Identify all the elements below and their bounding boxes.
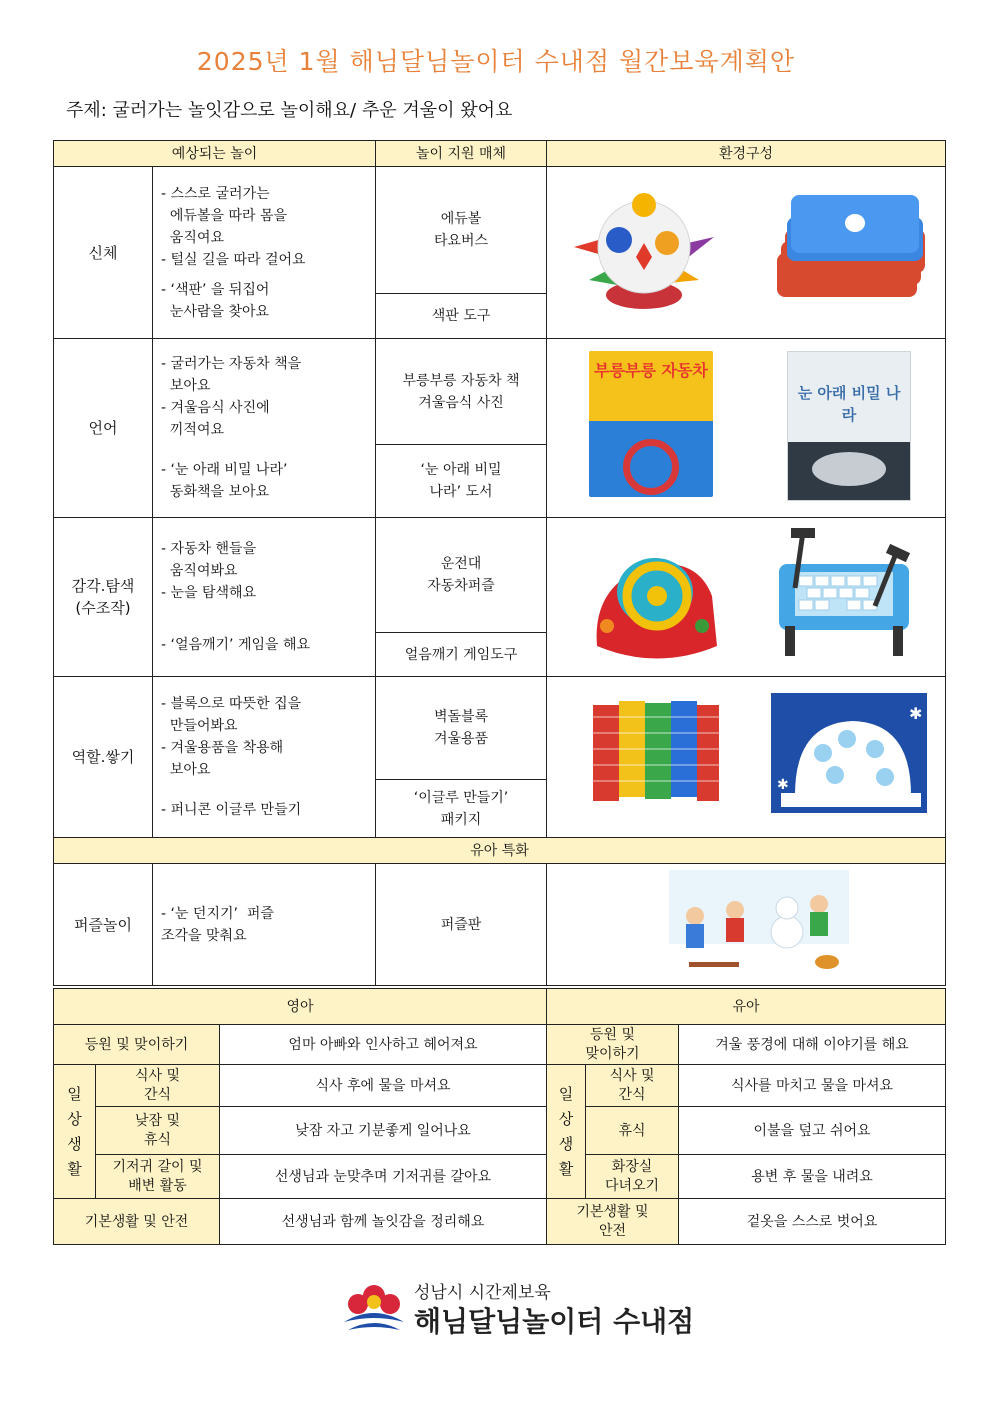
play-text: 만들어봐요 [161,718,238,734]
toddler-arrival: 겨울 풍경에 대해 이야기를 해요 [679,1025,946,1065]
svg-text:✱: ✱ [909,704,923,723]
category-language: 언어 [54,339,153,518]
category-role: 역할.쌓기 [54,677,153,838]
media-role-2 [376,780,547,838]
label-text: 식사 및 [609,1067,655,1084]
play-text: - 털실 길을 따라 걸어요 [161,251,306,268]
infant-arrival: 엄마 아빠와 인사하고 헤어져요 [220,1025,547,1065]
play-text: - 자동차 핸들을 [161,541,257,557]
category-text: 감각.탐색 [71,577,135,595]
infant-diaper: 선생님과 눈맞추며 기저귀를 갈아요 [220,1155,547,1199]
category-puzzle: 퍼즐놀이 [54,864,153,986]
label-char: 활 [67,1159,82,1178]
label-char: 생 [558,1134,574,1153]
play-text: 조각을 맞춰요 [161,927,247,944]
infant-daily-label [54,1065,96,1199]
label-text: 안전 [598,1222,627,1239]
media-text: 자동차퍼즐 [427,578,495,594]
label-text: 기저귀 갈이 및 [112,1158,203,1175]
media-sensory-1 [376,518,547,633]
toddler-meal: 식사를 마치고 물을 마셔요 [679,1065,946,1107]
env-language [547,339,946,518]
category-sensory [54,518,153,677]
page-title: 2025년 1월 해님달님놀이터 수내점 월간보육계획안 [196,47,796,76]
label-char: 생 [67,1134,82,1153]
header-media: 놀이 지원 매체 [376,141,547,167]
media-text: 나라’ 도서 [429,484,493,500]
label-text: 화장실 [611,1158,653,1175]
infant-nap: 낮잠 자고 기분좋게 일어나요 [220,1107,547,1155]
media-role-1 [376,677,547,780]
label-text: 맞이하기 [585,1045,640,1062]
category-text: (수조작) [75,599,131,617]
snow-play-image [669,870,849,980]
label-text: 낮잠 및 [134,1112,181,1129]
car-book-image [589,351,713,497]
special-header: 유아 특화 [54,838,946,864]
media-text: 겨울용품 [433,731,489,747]
label-text: 기본생활 및 [576,1203,649,1220]
play-text: - ‘눈 던지기’ 퍼즐 [161,905,274,922]
media-text: 부릉부릉 자동차 책 [402,372,520,389]
media-language-1 [376,339,547,445]
label-char: 일 [558,1084,574,1103]
logo-subtitle: 성남시 시간제보육 [414,1283,551,1303]
svg-text:✱: ✱ [777,777,789,793]
play-text: - 굴러가는 자동차 책을 [161,356,302,372]
toddler-safety-label [547,1199,679,1245]
infant-nap-label [96,1107,220,1155]
play-text: 보아요 [161,378,211,394]
label-text: 간식 [618,1086,646,1103]
play-text: - 블록으로 따뜻한 집을 [161,696,302,712]
play-text: - 겨울용품을 착용해 [161,740,284,756]
play-text: - 퍼니콘 이글루 만들기 [161,802,302,818]
label-char: 상 [558,1109,574,1128]
daily-table [53,988,946,1245]
header-env: 환경구성 [547,141,946,167]
plan-subject: 주제: 굴러가는 놀잇감으로 놀이해요/ 추운 겨울이 왔어요 [66,100,513,121]
steering-wheel-image [577,526,727,676]
media-text: 벽돌블록 [433,709,489,725]
logo-title: 해님달님놀이터 수내점 [414,1305,695,1338]
infant-safety: 선생님과 함께 놀잇감을 정리해요 [220,1199,547,1245]
play-text: - ‘눈 아래 비밀 나라’ [161,462,288,478]
label-text: 배변 활동 [128,1177,187,1194]
media-text: 겨울음식 사진 [418,394,504,411]
media-text: 타요버스 [433,233,489,249]
play-text: - 겨울음식 사진에 [161,400,270,416]
play-text: 보아요 [161,762,211,778]
env-puzzle [547,864,946,986]
play-sensory [153,518,376,677]
media-puzzle: 퍼즐판 [376,864,547,986]
toddler-toilet: 용변 후 물을 내려요 [679,1155,946,1199]
label-char: 상 [67,1109,82,1128]
label-text: 식사 및 [134,1067,181,1084]
infant-safety-label: 기본생활 및 안전 [54,1199,220,1245]
edu-ball-image [569,185,719,315]
toddler-arrival-label [547,1025,679,1065]
color-board-image [767,187,927,307]
media-body-2: 색판 도구 [376,294,547,339]
igloo-image [771,693,927,813]
book-title: 눈 아래 비밀 나라 [797,384,901,424]
brick-blocks-image [593,695,723,805]
label-char: 일 [67,1084,82,1103]
play-puzzle [153,864,376,986]
toddler-rest: 이불을 덮고 쉬어요 [679,1107,946,1155]
header-play: 예상되는 놀이 [54,141,376,167]
media-text: 운전대 [440,556,482,572]
play-text: 움직여봐요 [161,563,238,579]
ice-breaker-game-image [765,526,925,666]
media-text: 에듀볼 [440,211,482,227]
infant-arrival-label: 등원 및 맞이하기 [54,1025,220,1065]
env-role [547,677,946,838]
env-sensory [547,518,946,677]
env-body [547,167,946,339]
category-body: 신체 [54,167,153,339]
toddler-safety: 겉옷을 스스로 벗어요 [679,1199,946,1245]
media-sensory-2: 얼음깨기 게임도구 [376,633,547,677]
play-language [153,339,376,518]
play-text: 끼적여요 [161,422,224,438]
media-language-2 [376,445,547,518]
infant-meal: 식사 후에 물을 마셔요 [220,1065,547,1107]
label-text: 다녀오기 [604,1177,660,1194]
media-text: ‘이글루 만들기’ [413,789,509,806]
label-char: 활 [558,1159,574,1178]
infant-meal-label [96,1065,220,1107]
plan-table [53,140,946,986]
play-text: 눈사람을 찾아요 [161,303,270,320]
label-text: 휴식 [143,1131,172,1148]
toddler-header: 유아 [547,989,946,1025]
play-text: - 눈을 탐색해요 [161,585,257,601]
label-text: 간식 [143,1086,172,1103]
toddler-rest-label: 휴식 [586,1107,679,1155]
play-role [153,677,376,838]
infant-header: 영아 [54,989,547,1025]
play-text: 움직여요 [161,229,224,246]
media-body-1 [376,167,547,294]
book-title: 부릉부릉 자동차 [594,361,708,380]
logo-emblem-icon [340,1278,408,1338]
play-text: 에듀볼을 따라 몸을 [161,207,287,224]
play-text: - ‘얼음깨기’ 게임을 해요 [161,637,311,653]
infant-diaper-label [96,1155,220,1199]
toddler-toilet-label [586,1155,679,1199]
play-text: - 스스로 굴러가는 [161,185,270,202]
media-text: 패키지 [440,811,482,828]
play-body [153,167,376,339]
label-text: 등원 및 [590,1026,636,1043]
snow-book-image [787,351,911,501]
play-text: - ‘색판’ 을 뒤집어 [161,281,270,298]
toddler-meal-label [586,1065,679,1107]
play-text: 동화책을 보아요 [161,484,270,500]
media-text: ‘눈 아래 비밀 [420,462,502,478]
toddler-daily-label [547,1065,586,1199]
